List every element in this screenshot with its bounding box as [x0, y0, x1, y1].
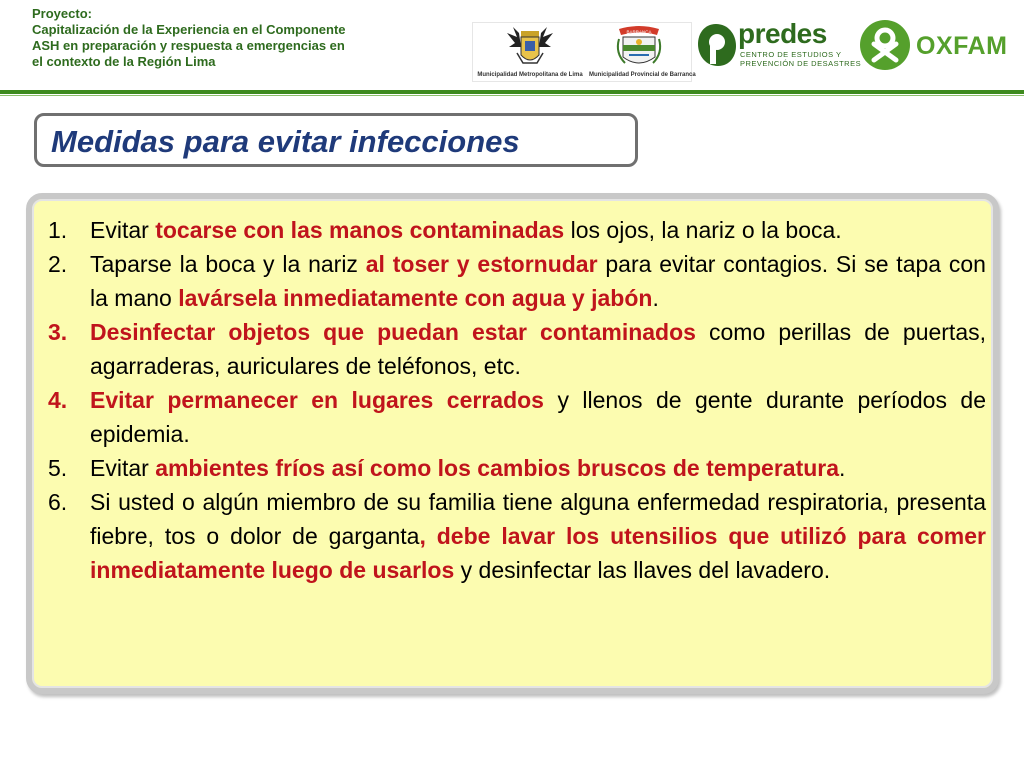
oxfam-wordmark: OXFAM: [916, 32, 1008, 60]
list-item: [46, 485, 986, 587]
title-box: [34, 113, 638, 167]
header-divider: [0, 90, 1024, 94]
predes-subtitle-line-2: PREVENCIÓN DE DESASTRES: [740, 59, 862, 68]
item-number: 2.: [48, 251, 68, 277]
predes-subtitle: [740, 50, 861, 68]
project-line-2: ASH en preparación y respuesta a emergencias en: [32, 38, 345, 53]
barranca-logo: [589, 23, 696, 81]
item-number: 5.: [48, 455, 68, 481]
page-title: Medidas para evitar infecciones: [51, 124, 520, 159]
item-highlight: Evitar permanecer en lugares cerrados: [90, 387, 544, 413]
list-item: [46, 247, 986, 315]
item-text: Taparse la boca y la nariz: [90, 251, 366, 277]
item-highlight: al toser y estornudar: [365, 251, 598, 277]
measures-panel: [26, 193, 999, 694]
item-highlight: ambientes fríos así como los cambios bruscos de temperatura: [155, 455, 840, 481]
barranca-crest-icon: [589, 23, 689, 71]
item-number: 4.: [48, 387, 68, 413]
list-item: [46, 213, 986, 247]
item-number: 6.: [48, 489, 68, 515]
oxfam-logo: [858, 18, 1008, 74]
lima-crest-icon: [477, 23, 583, 71]
oxfam-symbol-icon: [858, 18, 912, 72]
barranca-caption: Municipalidad Provincial de Barranca: [589, 72, 696, 78]
predes-wordmark: predes: [738, 18, 827, 49]
item-highlight: tocarse con las manos contaminadas: [155, 217, 565, 243]
predes-symbol-icon: [696, 20, 738, 72]
item-text: Evitar: [90, 455, 156, 481]
item-highlight: Desinfectar objetos que puedan estar contaminados: [90, 319, 696, 345]
item-highlight: lavársela inmediatamente con agua y jabón: [178, 285, 653, 311]
header-divider-thin: [0, 95, 1024, 96]
lima-logo: [477, 23, 583, 81]
barranca-banner-text: BARRANCA: [626, 29, 652, 35]
project-line-3: el contexto de la Región Lima: [32, 54, 216, 69]
measures-list: [46, 213, 986, 587]
item-text: los ojos, la nariz o la boca.: [564, 217, 842, 243]
project-description: [32, 6, 432, 70]
item-text: .: [839, 455, 846, 481]
item-text: Evitar: [90, 217, 156, 243]
project-line-1: Capitalización de la Experiencia en el Componente: [32, 22, 346, 37]
item-text: y desinfectar las llaves del lavadero.: [454, 557, 831, 583]
predes-subtitle-line-1: CENTRO DE ESTUDIOS Y: [740, 50, 842, 59]
list-item: [46, 383, 986, 451]
predes-logo: [696, 18, 862, 72]
item-highlight: , debe lavar los utensilios que utilizó para comer inmediatamente luego de usarlos: [90, 523, 986, 583]
item-text: Si usted o algún miembro de su familia tiene alguna enfermedad respiratoria, presenta fiebre, tos o dolor de garganta: [90, 489, 986, 549]
item-text: como perillas de puertas, agarraderas, auriculares de teléfonos, etc.: [90, 319, 987, 379]
item-text: .: [652, 285, 659, 311]
lima-caption: Municipalidad Metropolitana de Lima: [477, 72, 583, 78]
list-item: [46, 315, 986, 383]
item-text: y llenos de gente durante períodos de epidemia.: [90, 387, 987, 447]
municipal-logos: [472, 22, 696, 82]
project-label: Proyecto:: [32, 6, 92, 21]
item-number: 1.: [48, 217, 68, 243]
item-text: para evitar contagios. Si se tapa con la mano: [90, 251, 986, 311]
list-item: [46, 451, 986, 485]
item-number: 3.: [48, 319, 68, 345]
